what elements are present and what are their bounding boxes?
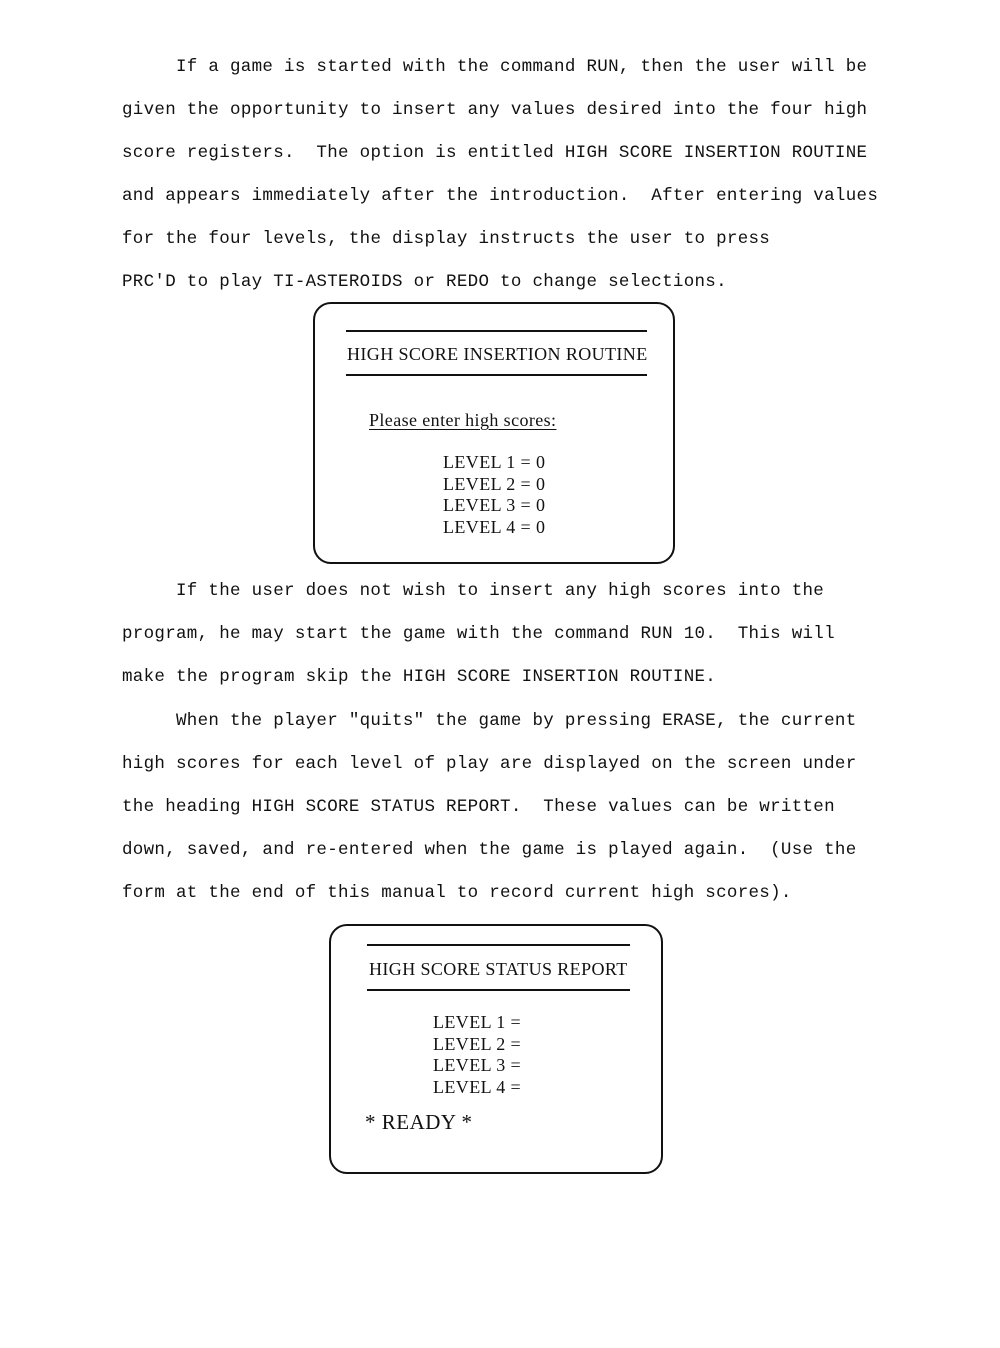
level-entry: LEVEL 3 =: [433, 1055, 522, 1075]
text-line: the heading HIGH SCORE STATUS REPORT. These values can be written: [122, 797, 835, 817]
text-line: form at the end of this manual to record current high scores).: [122, 883, 792, 903]
text-line: for the four levels, the display instructs the user to press: [122, 229, 771, 249]
level-entry: LEVEL 1 = 0: [443, 452, 546, 472]
text-line: high scores for each level of play are displayed on the screen under: [122, 754, 857, 774]
text-line: PRC'D to play TI-ASTEROIDS or REDO to change selections.: [122, 272, 727, 292]
level-entry: LEVEL 4 =: [433, 1076, 522, 1097]
text-line: make the program skip the HIGH SCORE INSERTION ROUTINE.: [122, 667, 717, 687]
title-rule-bottom: [367, 989, 630, 991]
paragraph-erase-report: [122, 700, 882, 915]
status-levels-list: [433, 1012, 521, 1098]
text-line: If the user does not wish to insert any high scores into the: [176, 581, 825, 601]
high-score-status-screen: [329, 924, 663, 1174]
text-line: and appears immediately after the introduction. After entering values: [122, 186, 879, 206]
insertion-levels-list: [443, 452, 545, 538]
level-entry: LEVEL 1 =: [433, 1012, 522, 1032]
text-line: given the opportunity to insert any values desired into the four high: [122, 100, 868, 120]
level-entry: LEVEL 4 = 0: [443, 516, 546, 537]
level-entry: LEVEL 2 =: [433, 1033, 522, 1054]
text-line: down, saved, and re-entered when the game is played again. (Use the: [122, 840, 857, 860]
text-line: score registers. The option is entitled HIGH SCORE INSERTION ROUTINE: [122, 143, 868, 163]
insertion-screen-title: HIGH SCORE INSERTION ROUTINE: [347, 344, 648, 364]
paragraph-run-10: [122, 570, 882, 699]
title-rule-top: [367, 944, 630, 946]
level-entry: LEVEL 2 = 0: [443, 473, 546, 494]
text-line: program, he may start the game with the command RUN 10. This will: [122, 624, 835, 644]
ready-indicator: * READY *: [365, 1110, 473, 1134]
high-score-insertion-screen: [313, 302, 675, 564]
text-line: If a game is started with the command RUN, then the user will be: [176, 57, 868, 77]
status-screen-title: HIGH SCORE STATUS REPORT: [369, 959, 628, 979]
paragraph-run-command: [122, 46, 882, 304]
level-entry: LEVEL 3 = 0: [443, 495, 546, 515]
title-rule-top: [346, 330, 647, 332]
title-rule-bottom: [346, 374, 647, 376]
text-line: When the player "quits" the game by pressing ERASE, the current: [176, 711, 857, 731]
enter-high-scores-prompt: Please enter high scores:: [369, 410, 557, 430]
